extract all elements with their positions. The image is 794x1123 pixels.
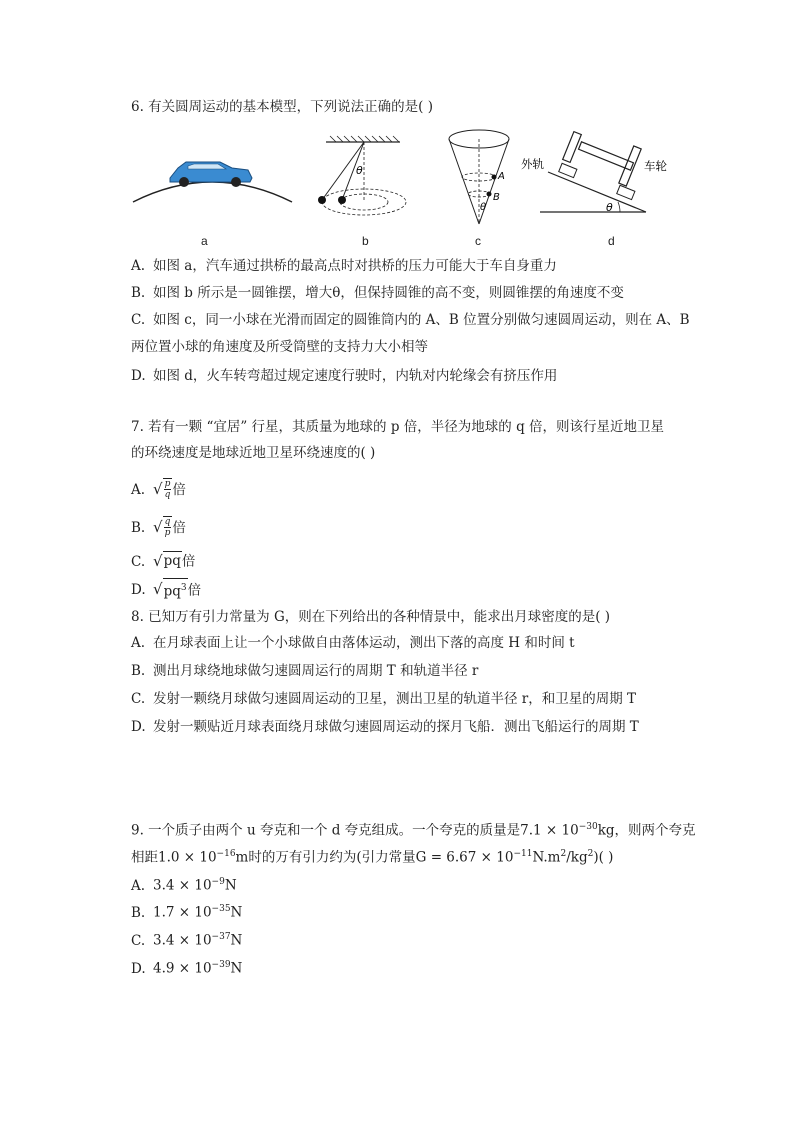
q6-option-a: A. 如图 a，汽车通过拱桥的最高点时对拱桥的压力可能大于车自身重力 [131, 258, 557, 274]
q7-stem-line1: 7. 若有一颗 “宜居” 行星，其质量为地球的 p 倍，半径为地球的 q 倍，则该行星近地卫星 [131, 419, 665, 435]
theta-label-c: θ [480, 202, 487, 213]
q7-option-b: B. √ $\frac{q}{p}$ 倍 [131, 517, 186, 538]
figure-a-car-on-bridge [133, 162, 292, 202]
q9-option-a: A. $3.4 \times 10^{-9}N$ [131, 877, 237, 894]
q8-option-b: B. 测出月球绕地球做匀速圆周运行的周期 T 和轨道半径 r [131, 663, 479, 679]
theta-label-d: θ [606, 201, 613, 214]
q6-option-c-cont: 两位置小球的角速度及所受筒壁的支持力大小相等 [131, 339, 428, 355]
wheel-label: 车轮 [644, 159, 667, 173]
point-b-label: B [493, 192, 500, 203]
q7-option-a: A. √ $\frac{p}{q}$ 倍 [131, 479, 186, 500]
q6-option-b: B. 如图 b 所示是一圆锥摆，增大θ，但保持圆锥的高不变，则圆锥摆的角速度不变 [131, 285, 624, 301]
q9-option-c: C. $3.4 \times 10^{-37}N$ [131, 932, 243, 949]
q6-option-c: C. 如图 c，同一小球在光滑而固定的圆锥筒内的 A、B 位置分别做匀速圆周运动，则在 A、B [131, 312, 690, 328]
figure-d-banked-track [521, 132, 667, 214]
outer-rail-label: 外轨 [521, 157, 544, 171]
q8-option-d: D. 发射一颗贴近月球表面绕月球做匀速圆周运动的探月飞船．测出飞船运行的周期 T [131, 719, 639, 735]
figure-c-cone [449, 130, 509, 224]
fig-label-c: c [475, 234, 481, 248]
q6-stem: 6. 有关圆周运动的基本模型，下列说法正确的是( ) [131, 99, 433, 115]
q9-stem-line1: 9. 一个质子由两个 u 夸克和一个 d 夸克组成。一个夸克的质量是$7.1 \times 10^{-30}kg$，则两个夸克 [131, 822, 696, 839]
point-a-label: A [498, 171, 505, 182]
q7-option-d: D. √ $pq^3$ 倍 [131, 578, 201, 601]
q6-figures [0, 122, 794, 252]
q6-option-d: D. 如图 d，火车转弯超过规定速度行驶时，内轨对内轮缘会有挤压作用 [131, 368, 558, 384]
q9-option-d: D. $4.9 \times 10^{-39}N$ [131, 960, 243, 977]
q7-option-c: C. √ pq 倍 [131, 551, 196, 570]
fig-label-b: b [362, 234, 369, 248]
q9-option-b: B. $1.7 \times 10^{-35}N$ [131, 904, 243, 921]
fig-label-d: d [608, 234, 615, 248]
theta-label-b: θ [356, 164, 363, 177]
q8-stem: 8. 已知万有引力常量为 G，则在下列给出的各种情景中，能求出月球密度的是( ) [131, 609, 611, 625]
q8-option-c: C. 发射一颗绕月球做匀速圆周运动的卫星，测出卫星的轨道半径 r，和卫星的周期 T [131, 691, 637, 707]
q8-option-a: A. 在月球表面上让一个小球做自由落体运动，测出下落的高度 H 和时间 t [131, 635, 575, 651]
q9-stem-line2: 相距$1.0 \times 10^{-16}m$时的万有引力约为(引力常量$G = 6.67 \times 10^{-11}N.m^2/kg^2$)( ) [131, 849, 614, 866]
fig-label-a: a [201, 234, 208, 248]
q7-stem-line2: 的环绕速度是地球近地卫星环绕速度的( ) [131, 445, 376, 461]
figure-b-conical-pendulum [318, 136, 406, 215]
